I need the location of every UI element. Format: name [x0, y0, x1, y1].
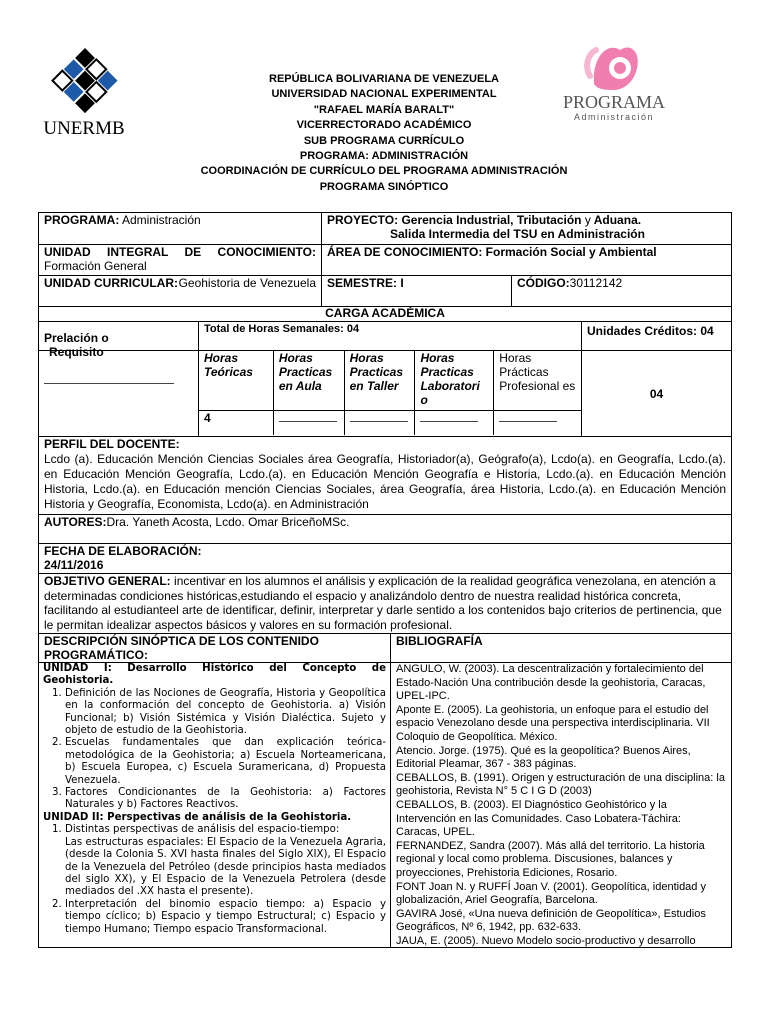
unidad1-title: UNIDAD I: Desarrollo Histórico del Concepto de Geohistoria. — [43, 663, 386, 687]
creditos-value: 04 — [649, 386, 664, 401]
horas-aula-header: Horas Practicas en Aula — [274, 351, 345, 410]
descripcion-label: DESCRIPCIÓN SINÓPTICA DE LOS CONTENIDO PROGRAMÁTICO: — [39, 634, 391, 662]
proyecto-y: y — [584, 213, 591, 227]
horas-profesionales-header: Horas Prácticas Profesional es — [499, 351, 576, 393]
semestre-label: SEMESTRE: I — [327, 276, 404, 290]
unidad-curricular-cell — [39, 276, 322, 306]
perfil-cell — [39, 437, 731, 514]
horas-laboratorio-header: Horas Practicas Laboratori o — [415, 351, 494, 410]
unermb-logo-text: UNERMB — [43, 118, 125, 139]
fecha-value: 24/11/2016 — [44, 558, 104, 572]
proyecto-value-2: Aduana. — [590, 213, 642, 227]
unidad-integral-label: UNIDAD INTEGRAL DE CONOCIMIENTO: — [44, 245, 316, 259]
semestre-cell — [322, 276, 512, 306]
bibliografia-entry: CEBALLOS, B. (2003). El Diagnóstico Geohistórico y la Intervención en las Comunidades. Caso Lobatera-Táchira: Caracas, UPEL. — [396, 798, 681, 839]
perfil-label: PERFIL DEL DOCENTE: — [44, 437, 180, 451]
unidad-curricular-value: Geohistoria de Venezuela — [178, 276, 316, 290]
prelacion-column — [39, 322, 199, 436]
proyecto-cell — [322, 213, 731, 244]
bibliografia-label: BIBLIOGRAFÍA — [396, 634, 483, 648]
programa-logo-text: PROGRAMA — [562, 92, 666, 112]
perfil-row — [39, 437, 731, 515]
autores-row — [39, 515, 731, 544]
contenido-row — [39, 663, 731, 947]
synoptic-program-table — [38, 212, 732, 948]
bibliografia-entry: Atencio. Jorge. (1975). Qué es la geopolítica? Buenos Aires, Editorial Pleamar, 367 - 383 páginas. — [396, 744, 691, 771]
horas-taller-header: Horas Practicas en Taller — [345, 351, 416, 410]
creditos-column — [582, 322, 731, 436]
autores-label: AUTORES: — [44, 515, 107, 529]
unidad2-title: UNIDAD II: Perspectivas de análisis de la Geohistoria. — [43, 811, 352, 823]
header-line: PROGRAMA SINÓPTICO — [319, 180, 449, 193]
bibliografia-entry: GAVIRA José, «Una nueva definición de Geopolítica», Estudios Geográficos, Nº 6, 1942, pp. 632-633. — [396, 907, 706, 934]
prelacion-value-cell — [39, 351, 198, 387]
programa-row — [39, 213, 731, 245]
list-item: 2. Escuelas fundamentales que dan explicación teórica-metodológica de la Geohistoria; a) Escuela Norteamericana, b) Escuela Europea, c) Escuela Suramericana, d) Propuesta Venezuela. — [65, 737, 386, 787]
horas-profesionales-value — [494, 411, 581, 435]
unidad1-list — [43, 688, 386, 812]
descripcion-content — [39, 663, 391, 947]
total-horas-label: Total de Horas Semanales: 04 — [199, 322, 581, 351]
programa-label: PROGRAMA: — [44, 213, 120, 227]
bibliografia-content — [391, 663, 731, 947]
carga-row — [39, 307, 731, 322]
unidad2-item1-detail: Las estructuras espaciales: El Espacio de la Venezuela Agraria, (desde la Colonia S. XVI hasta finales del Siglo XIX), El Espacio de la Venezuela del Petróleo (desde principios hasta mediados del siglo XX), y El Espacio de la Venezuela Petrolera (desde mediados del .XX hasta el presente). — [65, 836, 386, 898]
autores-value: Dra. Yaneth Acosta, Lcdo. Omar BriceñoMSc. — [106, 515, 350, 529]
header-line: PROGRAMA: ADMINISTRACIÓN — [299, 150, 469, 163]
header-line: REPÚBLICA BOLIVARIANA DE VENEZUELA — [269, 73, 499, 85]
unidad-integral-row — [39, 245, 731, 276]
list-item — [65, 824, 386, 898]
programa-cell — [39, 213, 322, 244]
unidades-creditos-label: Unidades Créditos: 04 — [582, 322, 731, 351]
proyecto-value: Gerencia Industrial, Tributación — [398, 213, 585, 227]
unidad-integral-cell — [39, 245, 322, 275]
requisito-label: Requisito — [49, 345, 104, 359]
codigo-cell — [512, 276, 731, 306]
bibliografia-entry: Aponte E. (2005). La geohistoria, un enfoque para el estudio del espacio Venezolano desde una perspectiva interdisciplinaria. VII Coloquio de Geopolítica. México. — [396, 703, 710, 743]
descripcion-header-row — [39, 634, 731, 663]
unidad-curricular-label: UNIDAD CURRICULAR: — [44, 276, 178, 290]
header-line: "RAFAEL MARÍA BARALT" — [313, 103, 455, 116]
area-cell — [322, 245, 731, 275]
header-line: VICERRECTORADO ACADÉMICO — [296, 119, 472, 132]
objetivo-text: incentivar en los alumnos el análisis y explicación de la realidad geográfica venezolana, en atención a determinadas condiciones históricas,estudiando el espacio y analizándolo dentro de nuestra realidad histórica concreta, facilitando al estudianteel arte de identificar, definir, interpretar y darle sentido a los contenidos bajo criterios de pertinencia, que le permitan idealizar aspectos básicos y valores en su formación profesional. — [44, 574, 722, 632]
header-line: COORDINACIÓN DE CURRÍCULO DEL PROGRAMA ADMINISTRACIÓN — [200, 165, 568, 178]
horas-aula-value — [274, 411, 345, 435]
horas-teoricas-header: Horas Teóricas — [199, 351, 274, 410]
objetivo-label: OBJETIVO GENERAL: — [44, 574, 171, 588]
proyecto-label: PROYECTO: — [327, 213, 399, 227]
blank-line — [420, 411, 478, 422]
programa-logo-subtext: Administración — [573, 112, 655, 122]
horas-header-row — [199, 351, 581, 411]
objetivo-cell — [39, 574, 731, 633]
unermb-logo-graphic — [40, 48, 130, 140]
area-label: ÁREA DE CONOCIMIENTO: — [327, 245, 483, 259]
bibliografia-entry: CEBALLOS, B. (1991). Origen y estructuración de una disciplina: la geohistoria, Revista N° 5 C I G D (2003) — [396, 771, 725, 798]
blank-line — [499, 411, 557, 422]
perfil-text: Lcdo (a). Educación Mención Ciencias Sociales área Geografía, Historiador(a), Geógrafo(a), Lcdo(a). en Geografía, Lcdo.(a). en Educación Mención Geografía, Lcdo.(a). en Educación Mención Geografía e Historia, Lcdo.(a). en Educación Mención Historia, Lcdo.(a). en Educación mención Ciencias Sociales, área Geografía, área Historia, Lcdo.(a). en Educación Mención Historia y Geografía, Economista, Lcdo(a). en Administración — [44, 452, 726, 511]
header-line: SUB PROGRAMA CURRÍCULO — [303, 134, 465, 147]
fecha-label: FECHA DE ELABORACIÓN: — [44, 544, 202, 558]
blank-line — [279, 411, 337, 422]
list-item: 3. Factores Condicionantes de la Geohistoria: a) Factores Naturales y b) Factores Reactivos. — [65, 787, 386, 812]
unidad2-item1: Distintas perspectivas de análisis del espacio-tiempo: — [65, 824, 340, 836]
header-line: UNIVERSIDAD NACIONAL EXPERIMENTAL — [271, 88, 497, 101]
document-header — [170, 72, 598, 195]
list-item: 1. Definición de las Nociones de Geografía, Historia y Geopolítica en la conformación del concepto de Geohistoria. a) Visión Funcional; b) Visión Sistémica y Visión Dialéctica. Sujeto y objeto de estudio de la Geohistoria. — [65, 688, 386, 738]
horas-value-row — [199, 411, 581, 435]
bibliografia-entry: ANGULO, W. (2003). La descentralización y fortalecimiento del Estado-Nación Una contribución desde la geohistoria, Caracas, UPEL-IPC. — [396, 663, 706, 703]
objetivo-row — [39, 574, 731, 634]
unermb-logo — [40, 48, 130, 140]
horas-teoricas-value: 4 — [199, 411, 274, 435]
codigo-value: 30112142 — [569, 276, 623, 290]
horas-laboratorio-value — [415, 411, 494, 435]
programa-value: Administración — [119, 213, 201, 227]
bibliografia-entry: JAUA, E. (2005). Nuevo Modelo socio-productivo y desarrollo — [396, 934, 696, 947]
carga-academica-label: CARGA ACADÉMICA — [325, 306, 445, 320]
prelacion-label: Prelación o — [44, 331, 109, 345]
unidad2-list — [43, 824, 386, 936]
list-item: 2. Interpretación del binomio espacio tiempo: a) Espacio y tiempo cíclico; b) Espacio y tiempo Estructural; c) Espacio y tiempo Humano; Tiempo espacio Transformacional. — [65, 899, 386, 936]
unidad-curricular-row — [39, 276, 731, 307]
area-value: Formación Social y Ambiental — [482, 245, 657, 259]
fecha-cell — [39, 544, 731, 573]
codigo-label: CÓDIGO: — [517, 276, 570, 290]
unidad-integral-value: Formación General — [44, 259, 147, 273]
prelacion-blank — [44, 373, 174, 384]
proyecto-line2: Salida Intermedia del TSU en Administración — [390, 227, 645, 241]
prelacion-cell — [39, 322, 198, 359]
bibliografia-entry: FERNANDEZ, Sandra (2007). Más allá del territorio. La historia regional y local como problema. Discusiones, balances y proyecciones, Prehistoria Ediciones, Rosario. — [396, 839, 705, 879]
fecha-row — [39, 544, 731, 574]
blank-line — [350, 411, 408, 422]
horas-taller-value — [345, 411, 416, 435]
autores-cell — [39, 515, 731, 543]
horas-column — [199, 322, 582, 436]
bibliografia-entry: FONT Joan N. y RUFFÍ Joan V. (2001). Geopolítica, identidad y globalización, Ariel Geografía, Barcelona. — [396, 880, 706, 907]
carga-detail-row — [39, 322, 731, 437]
